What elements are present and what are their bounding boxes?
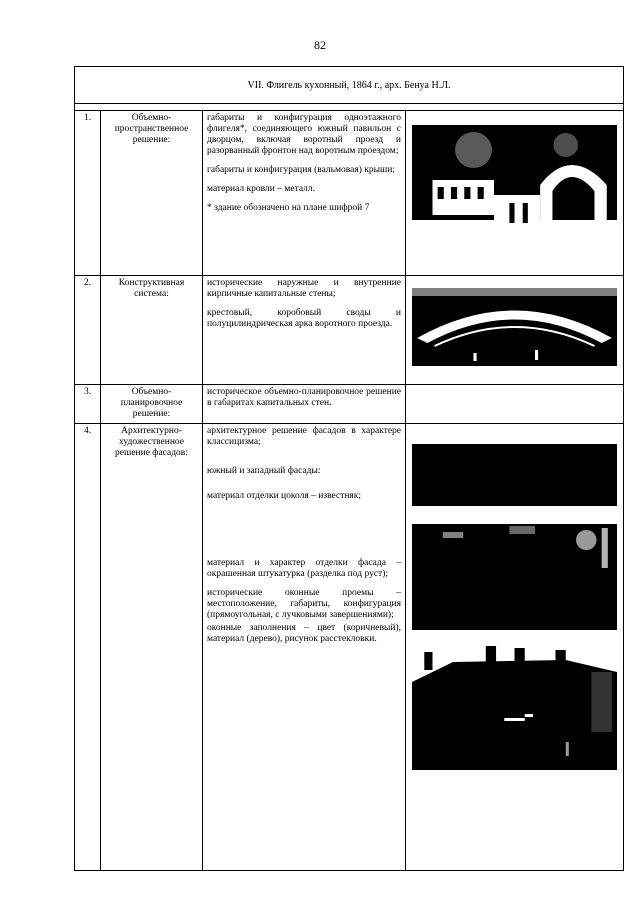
facade-photo-1: [412, 444, 617, 506]
row-label: Архитектурно-художественное решение фасадов:: [101, 424, 203, 871]
row-number: 2.: [75, 276, 101, 385]
description-paragraph: архитектурное решение фасадов в характере классицизма;: [207, 426, 401, 447]
description-paragraph: южный и западный фасады:: [207, 466, 321, 476]
description-paragraph: историческое объемно-планировочное решение в габаритах капитальных стен.: [207, 387, 401, 408]
description-paragraph: исторические оконные проемы – местоположение, габариты, конфигурация (прямоугольная, с лучковыми завершениями);: [207, 588, 401, 620]
description-paragraph: материал и характер отделки фасада – окрашенная штукатурка (разделка под руст);: [207, 558, 401, 579]
description-paragraph: материал кровли – металл.: [207, 184, 315, 194]
description-paragraph: исторические наружные и внутренние кирпичные капитальные стены;: [207, 278, 401, 299]
photo-cell: [406, 385, 624, 424]
table-row: [75, 276, 624, 385]
row-description: [203, 385, 406, 424]
facade-photo: [412, 125, 617, 237]
row-number: 3.: [75, 385, 101, 424]
row-label: Конструктивная система:: [101, 276, 203, 385]
description-paragraph: габариты и конфигурация одноэтажного флигеля*, соединяющего южный павильон с дворцом, включая воротный проезд и разорванный фронтон над воротным проездом;: [207, 113, 401, 156]
photo-cell: [406, 111, 624, 276]
section-title-row: [75, 67, 624, 104]
spacer-row: [75, 104, 624, 111]
table-row: [75, 424, 624, 871]
description-paragraph: оконные заполнения – цвет (коричневый), материал (дерево), рисунок расстекловки.: [207, 623, 401, 644]
description-paragraph: габариты и конфигурация (вальмовая) крыши;: [207, 165, 396, 175]
page-number: 82: [314, 38, 326, 52]
row-label: Объемно-пространственное решение:: [101, 111, 203, 276]
row-description: [203, 276, 406, 385]
photo-cell: [406, 424, 624, 871]
description-paragraph: материал отделки цоколя – известняк;: [207, 491, 362, 501]
description-paragraph: крестовый, коробовый своды и полуцилиндрическая арка воротного проезда.: [207, 308, 401, 329]
description-paragraph: * здание обозначено на плане шифрой 7: [207, 203, 370, 213]
row-description: [203, 424, 406, 871]
photo-cell: [406, 276, 624, 385]
facade-photo-3: [412, 642, 617, 770]
table-row: [75, 111, 624, 276]
facade-photo-2: [412, 518, 617, 630]
row-number: 4.: [75, 424, 101, 871]
section-title: VII. Флигель кухонный, 1864 г., арх. Бенуа Н.Л.: [75, 67, 624, 104]
row-number: 1.: [75, 111, 101, 276]
monument-features-table: [74, 66, 624, 871]
row-label: Объемно-планировочное решение:: [101, 385, 203, 424]
table-row: [75, 385, 624, 424]
vault-arch-photo: [412, 288, 617, 366]
row-description: [203, 111, 406, 276]
